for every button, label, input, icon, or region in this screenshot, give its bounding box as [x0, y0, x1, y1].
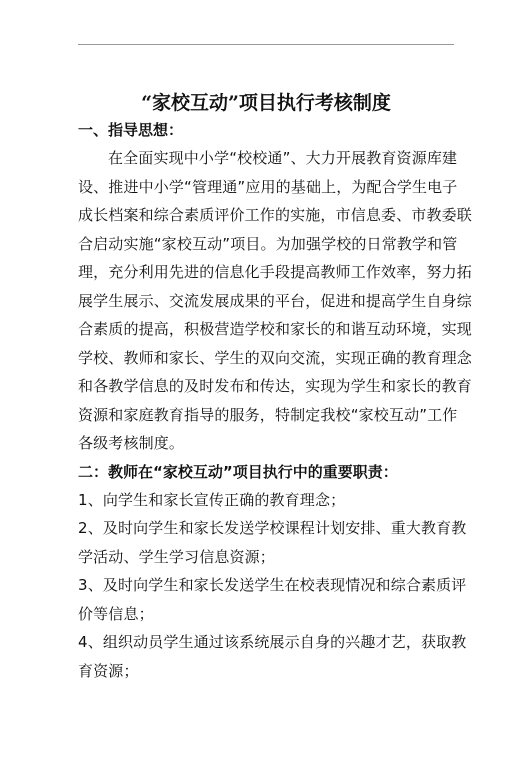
list-item-line: 3、及时向学生和家长发送学生在校表现情况和综合素质评	[78, 576, 467, 594]
paragraph-line: 合素质的提高，积极营造学校和家长的和谐互动环境，实现	[78, 320, 472, 338]
paragraph-line: 各级考核制度。	[78, 434, 185, 452]
paragraph-line: 成长档案和综合素质评价工作的实施，市信息委、市教委联	[78, 206, 472, 224]
section-heading-teacher-duties: 二：教师在“家校互动”项目执行中的重要职责：	[78, 462, 398, 481]
paragraph-line: 理，充分利用先进的信息化手段提高教师工作效率，努力拓	[78, 263, 472, 281]
document-title: “家校互动”项目执行考核制度	[141, 92, 391, 114]
paragraph-line: 资源和家庭教育指导的服务，特制定我校“家校互动”工作	[78, 405, 458, 424]
list-item-line: 1、向学生和家长宣传正确的教育理念；	[78, 490, 346, 509]
header-rule	[78, 44, 454, 45]
paragraph-line: 设、推进中小学“管理通”应用的基础上，为配合学生电子	[78, 177, 458, 196]
paragraph-line: 和各教学信息的及时发布和传达，实现为学生和家长的教育	[78, 377, 472, 395]
list-item	[78, 571, 467, 628]
list-item-line: 2、及时向学生和家长发送学校课程计划安排、重大教育教	[78, 519, 467, 537]
list-item	[78, 514, 467, 571]
list-item	[78, 628, 467, 685]
list-item	[78, 486, 456, 515]
paragraph-line: 学校、教师和家长、学生的双向交流，实现正确的教育理念	[78, 348, 472, 367]
list-item-line: 价等信息；	[78, 604, 154, 623]
guiding-ideology-paragraph	[78, 144, 472, 458]
document-body	[78, 116, 472, 685]
paragraph-line: 合启动实施“家校互动”项目。为加强学校的日常教学和管	[78, 234, 458, 253]
list-item-line: 学活动、学生学习信息资源；	[78, 547, 275, 566]
list-item-line: 育资源；	[78, 661, 139, 680]
list-item-line: 4、组织动员学生通过该系统展示自身的兴趣才艺，获取教	[78, 633, 467, 651]
paragraph-line: 在全面实现中小学“校校通”、大力开展教育资源库建	[108, 149, 458, 167]
section-heading-guiding-ideology: 一、指导思想：	[78, 121, 184, 139]
paragraph-line: 展学生展示、交流发展成果的平台，促进和提高学生自身综	[78, 291, 472, 310]
